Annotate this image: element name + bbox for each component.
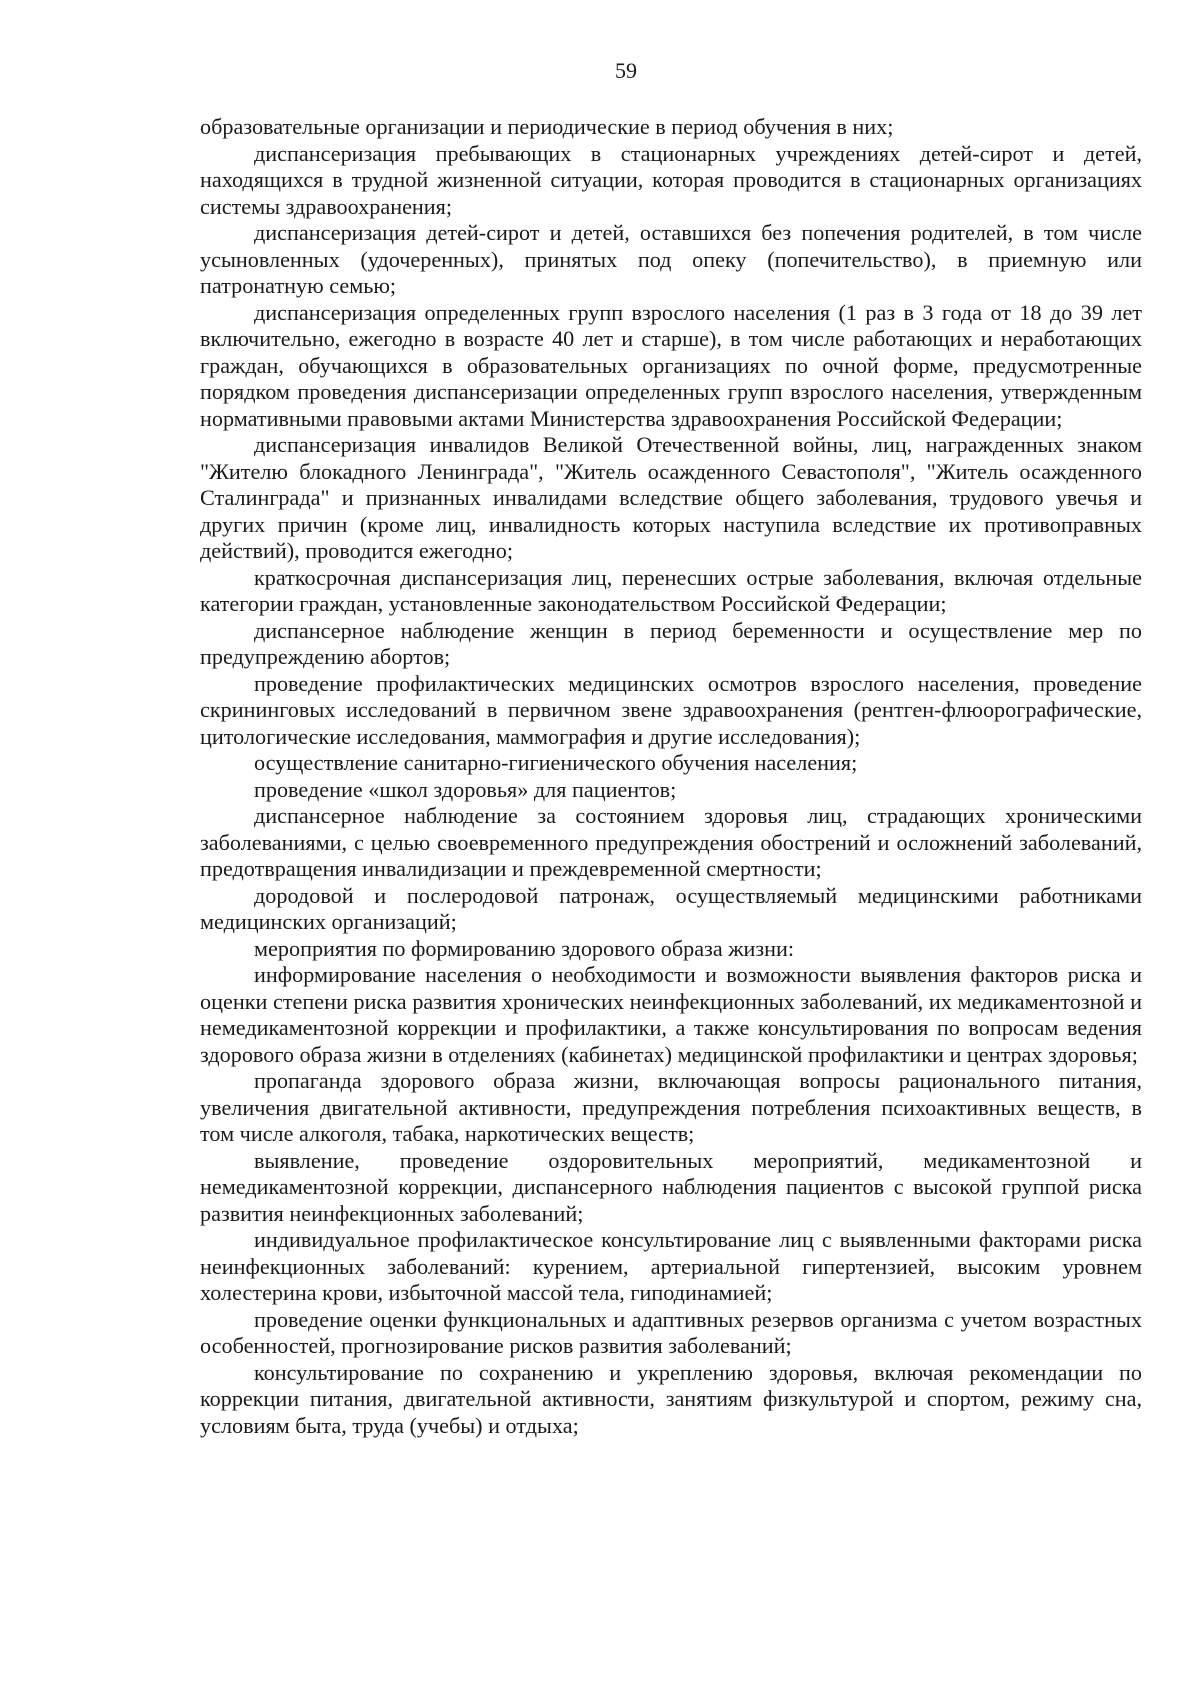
paragraph: индивидуальное профилактическое консультирование лиц с выявленными факторами риска неинфекционных заболеваний: курением, артериальной гипертензией, высоким уровнем холестерина крови, избыточной массой тела, гиподинамией; xyxy=(200,1227,1142,1305)
paragraph: диспансерное наблюдение женщин в период беременности и осуществление мер по предупреждению абортов; xyxy=(200,617,1142,669)
paragraph: дородовой и послеродовой патронаж, осуществляемый медицинскими работниками медицинских организаций; xyxy=(200,882,1142,934)
paragraph: проведение «школ здоровья» для пациентов; xyxy=(254,776,677,802)
paragraph: диспансеризация инвалидов Великой Отечественной войны, лиц, награжденных знаком "Жителю блокадного Ленинграда", "Житель осажденного Севастополя", "Житель осажденного Сталинграда" и признанных инвалидами вследствие общего заболевания, трудового увечья и других причин (кроме лиц, инвалидность которых наступила вследствие их противоправных действий), проводится ежегодно; xyxy=(200,432,1142,563)
document-body xyxy=(200,114,1142,1439)
paragraph: пропаганда здорового образа жизни, включающая вопросы рационального питания, увеличения двигательной активности, предупреждения потребления психоактивных веществ, в том числе алкоголя, табака, наркотических веществ; xyxy=(200,1068,1142,1146)
paragraph: проведение профилактических медицинских осмотров взрослого населения, проведение скрининговых исследований в первичном звене здравоохранения (рентген-флюорографические, цитологические исследования, маммография и другие исследования); xyxy=(200,670,1142,749)
paragraph: выявление, проведение оздоровительных мероприятий, медикаментозной и немедикаментозной коррекции, диспансерного наблюдения пациентов с высокой группой риска развития неинфекционных заболеваний; xyxy=(200,1147,1142,1226)
paragraph: осуществление санитарно-гигиенического обучения населения; xyxy=(254,750,858,775)
paragraph: информирование населения о необходимости и возможности выявления факторов риска и оценки степени риска развития хронических неинфекционных заболеваний, их медикаментозной и немедикаментозной коррекции и профилактики, а также консультирования по вопросам ведения здорового образа жизни в отделениях (кабинетах) медицинской профилактики и центрах здоровья; xyxy=(200,962,1142,1067)
paragraph: краткосрочная диспансеризация лиц, перенесших острые заболевания, включая отдельные категории граждан, установленные законодательством Российской Федерации; xyxy=(200,564,1142,616)
paragraph: консультирование по сохранению и укреплению здоровья, включая рекомендации по коррекции питания, двигательной активности, занятиям физкультурой и спортом, режиму сна, условиям быта, труда (учебы) и отдыха; xyxy=(200,1359,1142,1438)
paragraph: диспансеризация детей-сирот и детей, оставшихся без попечения родителей, в том числе усыновленных (удочеренных), принятых под опеку (попечительство), в приемную или патронатную семью; xyxy=(200,220,1142,298)
paragraph: мероприятия по формированию здорового образа жизни: xyxy=(254,935,795,961)
paragraph: диспансеризация определенных групп взрослого населения (1 раз в 3 года от 18 до 39 лет включительно, ежегодно в возрасте 40 лет и старше), в том числе работающих и неработающих граждан, обучающихся в образовательных организациях по очной форме, предусмотренные порядком проведения диспансеризации определенных групп взрослого населения, утвержденным нормативными правовыми актами Министерства здравоохранения Российской Федерации; xyxy=(200,299,1142,431)
paragraph: диспансерное наблюдение за состоянием здоровья лиц, страдающих хроническими заболеваниями, с целью своевременного предупреждения обострений и осложнений заболеваний, предотвращения инвалидизации и преждевременной смертности; xyxy=(200,803,1142,881)
paragraph: диспансеризация пребывающих в стационарных учреждениях детей-сирот и детей, находящихся в трудной жизненной ситуации, которая проводится в стационарных организациях системы здравоохранения; xyxy=(200,140,1142,219)
paragraph: образовательные организации и периодические в период обучения в них; xyxy=(200,114,894,139)
paragraph: проведение оценки функциональных и адаптивных резервов организма с учетом возрастных особенностей, прогнозирование рисков развития заболеваний; xyxy=(200,1306,1142,1358)
page-number: 59 xyxy=(615,58,637,83)
